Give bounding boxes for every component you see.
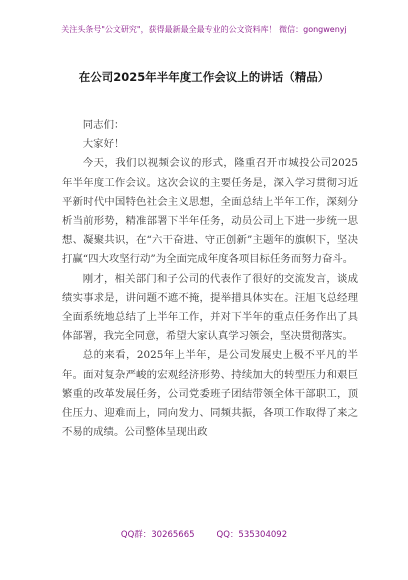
document-title: 在公司2025年半年度工作会议上的讲话（精品） <box>78 70 330 84</box>
paragraph-3: 总的来看，2025年上半年，是公司发展史上极不平凡的半年。面对复杂严峻的宏观经济形势、持续加大的转型压力和艰巨繁重的改革发展任务，公司党委班子团结带领全体干部职工，顶住压力、迎难而上，同向发力、同频共振，各项工作取得了来之不易的成绩。公司整体呈现出政 <box>62 349 358 439</box>
paragraph-2: 刚才，相关部门和子公司的代表作了很好的交流发言，谈成绩实事求是，讲问题不遮不掩，提举措具体实在。汪旭飞总经理全面系统地总结了上半年工作，并对下半年的重点任务作出了具体部署，我完全同意，希望大家认真学习领会，坚决贯彻落实。 <box>62 272 358 343</box>
salutation: 同志们： <box>82 119 125 131</box>
document-body <box>62 116 358 442</box>
paragraph-1: 今天，我们以视频会议的形式，隆重召开市城投公司2025年半年度工作会议。这次会议的主要任务是，深入学习贯彻习近平新时代中国特色社会主义思想，全面总结上半年工作，深刻分析当前形势，精准部署下半年任务，动员公司上下进一步统一思想、凝聚共识，在“六干奋进、守正创新”主题年的旗帜下，坚决打赢“四大攻坚行动”为全面完成年度各项目标任务而努力奋斗。 <box>62 157 358 266</box>
footer-qq-group: QQ群：30265665 <box>120 530 195 540</box>
footer-qq: QQ：535304092 <box>216 530 288 540</box>
footer-contact <box>0 528 408 540</box>
top-banner: 关注头条号"公文研究"，获得最新最全最专业的公文资料库！ 微信：gongwenyj <box>61 25 347 34</box>
greeting: 大家好！ <box>82 138 125 151</box>
